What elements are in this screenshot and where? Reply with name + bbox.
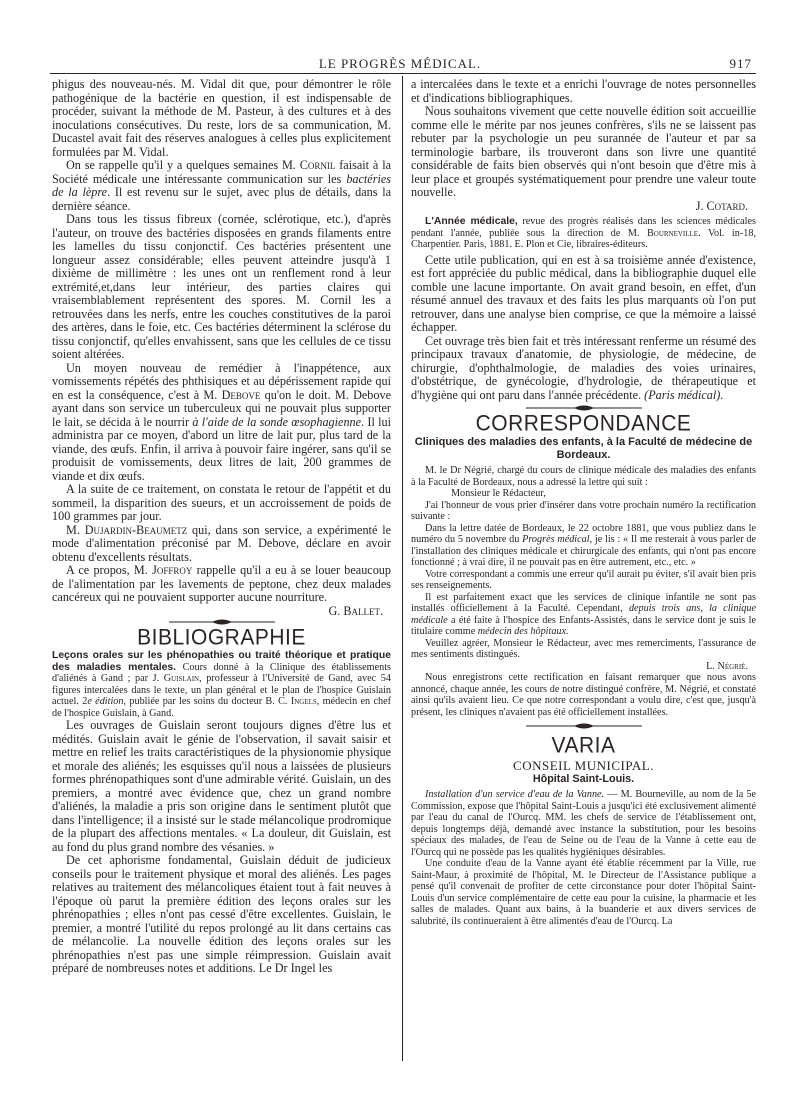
paragraph: De cet aphorisme fondamental, Guislain déduit de judicieux conseils pour le traitement physique et moral des aliénés. Les pages relatives au traitement des mélancoliques étaient tout à fait neuves à l'époque où parut la première édition des leçons orales sur les phrénopathies ; elles n'ont pas cessé d'être excellentes. Guislain, le premier, a montré l'utilité du repos prolongé au lit dans certains cas de mélancolie. La nouvelle édition des leçons orales sur les phrénopathies n'est pas une simple réimpression. Guislain avait préparé de nombreuses notes et additions. Le Dr Ingel les [52, 853, 391, 975]
section-heading-bibliographie: BIBLIOGRAPHIE [137, 625, 306, 650]
running-head [0, 56, 800, 70]
signature: L. Négrié. [706, 660, 748, 672]
paragraph: On se rappelle qu'il y a quelques semaines M. Cornil faisait à la Société médicale une intéressante communication sur les bactéries de la lèpre. Il est revenu sur le sujet, avec plus de détails, dans la dernière séance. [52, 158, 391, 213]
left-column [52, 78, 391, 976]
column-rule [402, 76, 403, 1061]
paragraph: Un moyen nouveau de remédier à l'inappétence, aux vomissements répétés des phthisiques et au dépérissement rapide qui en est la conséquence, c'est à M. Debove qu'on le doit. M. Debove ayant dans son service un tuberculeux qui ne pouvait plus supporter le lait, se décida à le nourrir à l'aide de la sonde œsophagienne. Il lui administra par ce moyen, d'abord un litre de lait pur, plus tard de la viande, des œufs. Enfin, il arriva à pouvoir faire ingérer, sans qu'il se produisit de vomissements, deux litres de lait, 200 grammes de viande et dix œufs. [52, 360, 391, 483]
section-heading-correspondance: CORRESPONDANCE [475, 411, 692, 436]
section-subheading: Cliniques des maladies des enfants, à la Faculté de médecine de Bordeaux. [414, 436, 753, 461]
ornament-divider [524, 722, 644, 730]
paragraph: Nous souhaitons vivement que cette nouvelle édition soit accueillie comme elle le mérite par nos jeunes confrères, s'ils ne se laissent pas rebuter par la psychologie un peu surannée de l'auteur et par sa terminologie barbare, ils trouveront dans son livre une quantité considérable de faits bien observés qui n'ont besoin que d'être mis à leur place et groupés systématiquement pour prendre une valeur toute nouvelle. [411, 104, 756, 199]
paragraph: Nous enregistrons cette rectification en faisant remarquer que nous avons annoncé, chaque année, les cours de notre distingué confrère, M. Négrié, et constaté ainsi qu'ils avaient lieu. Ce que notre correspondant a voulu dire, c'est que, jusqu'à présent, les cliniques n'avaient pas été officiellement installées. [411, 672, 756, 718]
paragraph: A ce propos, M. Joffroy rappelle qu'il a eu à se louer beaucoup de l'alimentation par les lavements de peptone, chez deux malades cancéreux qui ne pouvaient supporter aucune nourriture. [52, 563, 391, 604]
page-number: 917 [729, 56, 752, 71]
paragraph: Il est parfaitement exact que les services de clinique infantile ne sont pas installés officiellement à la Faculté. Cependant, depuis trois ans, la clinique médicale a été faite à l'hospice des Enfants-Assistés, dans le service dont je suis le titulaire comme médecin des hôpitaux. [411, 591, 756, 637]
paragraph: Cette utile publication, qui en est à sa troisième année d'existence, est fort appréciée du public médical, dans la bibliographie duquel elle comble une lacune importante. On avait grand besoin, en effet, d'un résumé annuel des travaux et des faits les plus marquants où l'on put retrouver, dans une analyse bien comprise, ce que la mémoire a laissé échapper. [411, 252, 756, 334]
paragraph: M. Dujardin-Beaumetz qui, dans son service, a expérimenté le mode d'alimentation préconisé par M. Debove, déclare en avoir obtenu d'excellents résultats. [52, 522, 391, 564]
paragraph: phigus des nouveau-nés. M. Vidal dit que, pour démontrer le rôle pathogénique de la bactérie en question, il est indispensable de procéder, suivant la méthode de M. Pasteur, à des cultures et à des inoculations consécutives. Du reste, lors de sa communication, M. Ducastel avait fait des réserves analogues à celles plus explicitement formulées par M. Vidal. [52, 78, 391, 159]
section-heading-varia: VARIA [551, 733, 616, 758]
paragraph: M. le Dr Négrié, chargé du cours de clinique médicale des maladies des enfants à la Faculté de Bordeaux, nous a adressé la lettre qui suit : [411, 465, 756, 488]
signature: J. Cotard. [695, 198, 748, 213]
paragraph: J'ai l'honneur de vous prier d'insérer dans votre prochain numéro la rectification suivante : [411, 499, 756, 522]
salutation: Monsieur le Rédacteur, [451, 488, 546, 499]
paragraph: Une conduite d'eau de la Vanne ayant été établie récemment par la Ville, rue Saint-Maur, à proximité de l'hôpital, M. le Directeur de l'Assistance publique a pensé qu'il convenait de profiter de cette circonstance pour doter l'hôpital Saint-Louis d'un service complémentaire de cette eau pour la cuisine, la pharmacie et les salles de malades. Quant aux bains, à la buanderie et aux divers services de salubrité, ils continueraient à être alimentés d'eau de l'Ourcq. La [411, 858, 756, 927]
right-column [411, 78, 756, 927]
paragraph: Dans tous les tissus fibreux (cornée, sclérotique, etc.), d'après l'auteur, on trouve des bactéries disposées en grands filaments entre les lamelles du tissu conjonctif. Ces bactéries présentent une longueur assez considérable; elles peuvent atteindre jusqu'à 1 dixième de millimètre : les unes ont un renflement rond à leur extrémité,et,dans leur intérieur, des parties claires qui vraisemblablement représentent des spores. M. Cornil les a retrouvées dans les nerfs, entre les couches constitutives de la paroi des artères, dans le foie, etc. Ces bactéries déterminent la sclérose du tissu conjonctif, qu'elles envahissent, sans que les cellules de ce tissu soient altérées. [52, 212, 391, 361]
section-title: CONSEIL MUNICIPAL. [513, 758, 654, 773]
paragraph: A la suite de ce traitement, on constata le retour de l'appétit et du sommeil, la disparition des sueurs, et un accroissement de poids de 100 grammes par jour. [52, 482, 391, 523]
header-rule [50, 73, 756, 74]
journal-title: LE PROGRÈS MÉDICAL. [318, 56, 482, 71]
bibliography-entry: L'Année médicale, revue des progrès réalisés dans les sciences médicales pendant l'année, publiée sous la direction de M. Bourneville. Vol. in-18, Charpentier. Paris, 1881. E. Plon et Cie, libraires-éditeurs. [411, 216, 756, 250]
section-subheading: Hôpital Saint-Louis. [532, 773, 635, 785]
bibliography-entry: Leçons orales sur les phénopathies ou traité théorique et pratique des maladies mentales. Cours donné à la Clinique des établissements d'aliénés à Gand ; par J. Guislain, professeur à l'Université de Gand, avec 54 figures intercalées dans le texte, un plan général et le plan de l'hospice Guislain actuel. 2e édition, publiée par les soins du docteur B. C. Ingels, médecin en chef de l'hospice Guislain, à Gand. [52, 650, 391, 719]
paragraph: a intercalées dans le texte et a enrichi l'ouvrage de notes personnelles et d'indications bibliographiques. [411, 78, 756, 105]
paragraph: Veuillez agréer, Monsieur le Rédacteur, avec mes remerciments, l'assurance de mes sentiments distingués. [411, 637, 756, 660]
paragraph: Installation d'un service d'eau de la Vanne. — M. Bourneville, au nom de la 5e Commission, expose que l'hôpital Saint-Louis a jusqu'ici été exclusivement alimenté par l'eau du canal de l'Ourcq. MM. les chefs de service de l'établissement ont, depuis longtemps déjà, demandé avec instance la substitution, pour les besoins spéciaux des malades, de l'eau de Seine ou de l'eau de la Vanne à cette eau de l'Ourcq qui ne possède pas les qualités hygiéniques désirables. [411, 789, 756, 858]
paragraph: Votre correspondant a commis une erreur qu'il aurait pu éviter, s'il avait bien pris ses renseignements. [411, 568, 756, 591]
paragraph: Dans la lettre datée de Bordeaux, le 22 octobre 1881, que vous publiez dans le numéro du 5 novembre du Progrès médical, je lis : « Il me resterait à vous parler de l'installation des cliniques médicale et chirurgicale des enfants, qui n'ont pas encore fonctionné ; à vrai dire, il ne pouvait pas en être autrement, etc., etc. » [411, 522, 756, 568]
signature: G. Ballet. [328, 603, 383, 618]
paragraph: Les ouvrages de Guislain seront toujours dignes d'être lus et médités. Guislain avait le génie de l'observation, il savait saisir et mettre en relief les traits caractéristiques de la physionomie physique et morale des aliénés; les esquisses qu'il nous a laissées de plusieurs formes phrénopathiques sont d'une admirable vérité. Guislain, un des premiers, a montré avec évidence que, chez un grand nombre d'aliénés, la maladie a pris son origine dans le sentiment plutôt que dans l'intelligence; il a insisté sur le stade mélancolique prodromique de la plupart des affections mentales. « La douleur, dit Guislain, est au fond du plus grand nombre des vésanies. » [52, 718, 391, 854]
paragraph: Cet ouvrage très bien fait et très intéressant renferme un résumé des principaux travaux d'anatomie, de physiologie, de médecine, de chirurgie, d'ophthalmologie, de maladies des voies urinaires, d'obstétrique, de gynécologie, d'hydrologie, de thérapeutique et d'hygiène qui ont paru dans l'année précédente. (Paris médical). [411, 333, 756, 402]
